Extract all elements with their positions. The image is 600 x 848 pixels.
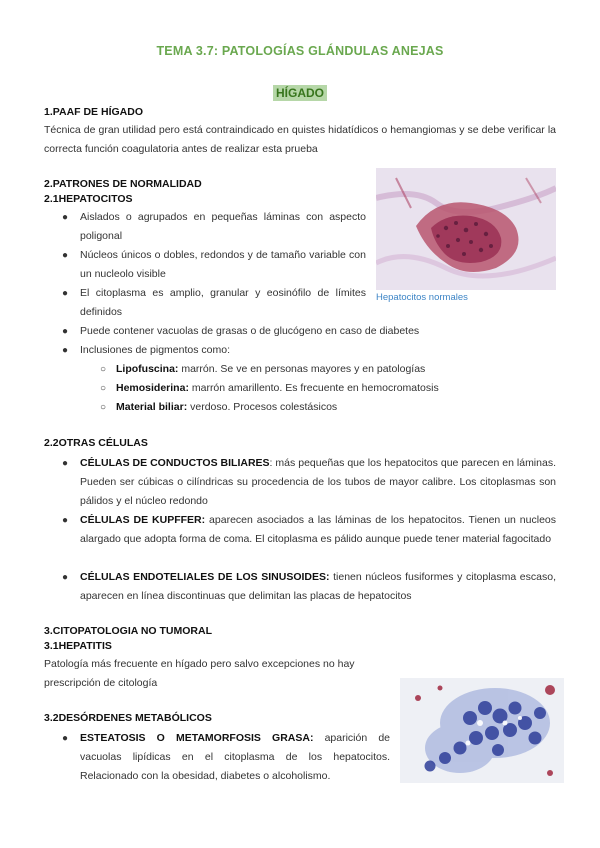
- cell-desc: : más pequeñas que los hepatocitos que parecen en láminas. Pueden ser cúbicas o cilíndricas su procedencia de los tubos de mayor calibre. Los citoplasmas son pálidos y el núcleo redondo: [80, 457, 556, 507]
- list-item: [80, 568, 556, 606]
- bullet-dot: ●: [62, 212, 69, 223]
- cell-desc: tienen núcleos fusiformes y citoplasma escaso, aparecen en línea discontinuas que delimitan las placas de hepatocitos: [80, 571, 556, 602]
- list-item: [80, 729, 390, 786]
- bullet-dot: ●: [62, 345, 69, 356]
- paragraph-hepatitis: Patología más frecuente en hígado pero salvo excepciones no hay prescripción de citología: [44, 658, 355, 689]
- cell-term: CÉLULAS ENDOTELIALES DE LOS SINUSOIDES:: [80, 571, 330, 583]
- bullet-dot: ●: [62, 515, 69, 526]
- heading-metabolicos: 3.2DESÓRDENES METABÓLICOS: [44, 712, 212, 724]
- bullet-dot: ●: [62, 326, 69, 337]
- bullet-dot: ●: [62, 250, 69, 261]
- paragraph-paaf: Técnica de gran utilidad pero está contraindicado en quistes hidatídicos o hemangiomas y se debe verificar la correcta función coagulatoria antes de realizar esta prueba: [44, 124, 556, 155]
- heading-hepatocitos: 2.1HEPATOCITOS: [44, 193, 133, 205]
- bullet-dot: ●: [62, 572, 69, 583]
- heading-hepatitis: 3.1HEPATITIS: [44, 640, 112, 652]
- bullet-dot: ●: [62, 288, 69, 299]
- pigment-term: Material biliar:: [116, 401, 188, 413]
- list-item: Aislados o agrupados en pequeñas láminas con aspecto poligonal: [80, 211, 366, 242]
- list-item: Puede contener vacuolas de grasas o de glucógeno en caso de diabetes: [80, 325, 420, 337]
- pigment-term: Hemosiderina:: [116, 382, 189, 394]
- disorder-desc: aparición de vacuolas lipídicas en el citoplasma de los hepatocitos. Relacionado con la obesidad, diabetes o alcoholismo.: [80, 732, 390, 782]
- list-item: [80, 454, 556, 511]
- pigment-desc: marrón. Se ve en personas mayores y en patologías: [178, 363, 426, 375]
- pigment-item: [116, 360, 556, 379]
- pigment-item: [116, 398, 556, 417]
- cell-term: CÉLULAS DE KUPFFER:: [80, 514, 206, 526]
- pigment-term: Lipofuscina:: [116, 363, 179, 375]
- heading-normalidad: 2.PATRONES DE NORMALIDAD: [44, 178, 202, 190]
- image-caption: Hepatocitos normales: [376, 292, 468, 303]
- heading-otras-celulas: 2.2OTRAS CÉLULAS: [44, 437, 148, 449]
- list-item: [80, 511, 556, 549]
- pigment-desc: marrón amarillento. Es frecuente en hemocromatosis: [188, 382, 439, 394]
- cell-desc: aparecen asociados a las láminas de los hepatocitos. Tienen un nucleos alargado que adopta forma de coma. El citoplasma es pálido aunque puede tener material fagocitado: [80, 514, 557, 545]
- circle-bullet: ○: [100, 383, 107, 394]
- cell-term: CÉLULAS DE CONDUCTOS BILIARES: [80, 457, 270, 469]
- list-item: Inclusiones de pigmentos como:: [80, 344, 230, 356]
- pigment-item: [116, 379, 556, 398]
- heading-paaf: 1.PAAF DE HÍGADO: [44, 106, 143, 118]
- bullet-dot: ●: [62, 733, 69, 744]
- list-item: Núcleos únicos o dobles, redondos y de tamaño variable con un nucleolo visible: [80, 249, 366, 280]
- disorder-term: ESTEATOSIS O METAMORFOSIS GRASA:: [80, 732, 314, 744]
- subtitle-wrap: [0, 84, 600, 102]
- circle-bullet: ○: [100, 402, 107, 413]
- hepatocytes-micrograph: [376, 168, 556, 290]
- heading-citopatologia: 3.CITOPATOLOGIA NO TUMORAL: [44, 625, 212, 637]
- bullet-dot: ●: [62, 458, 69, 469]
- section-subtitle: HÍGADO: [273, 85, 327, 101]
- document-title: TEMA 3.7: PATOLOGÍAS GLÁNDULAS ANEJAS: [156, 44, 444, 58]
- list-item: El citoplasma es amplio, granular y eosinófilo de límites definidos: [80, 287, 366, 318]
- circle-bullet: ○: [100, 364, 107, 375]
- steatosis-micrograph: [400, 678, 564, 783]
- pigment-desc: verdoso. Procesos colestásicos: [187, 401, 338, 413]
